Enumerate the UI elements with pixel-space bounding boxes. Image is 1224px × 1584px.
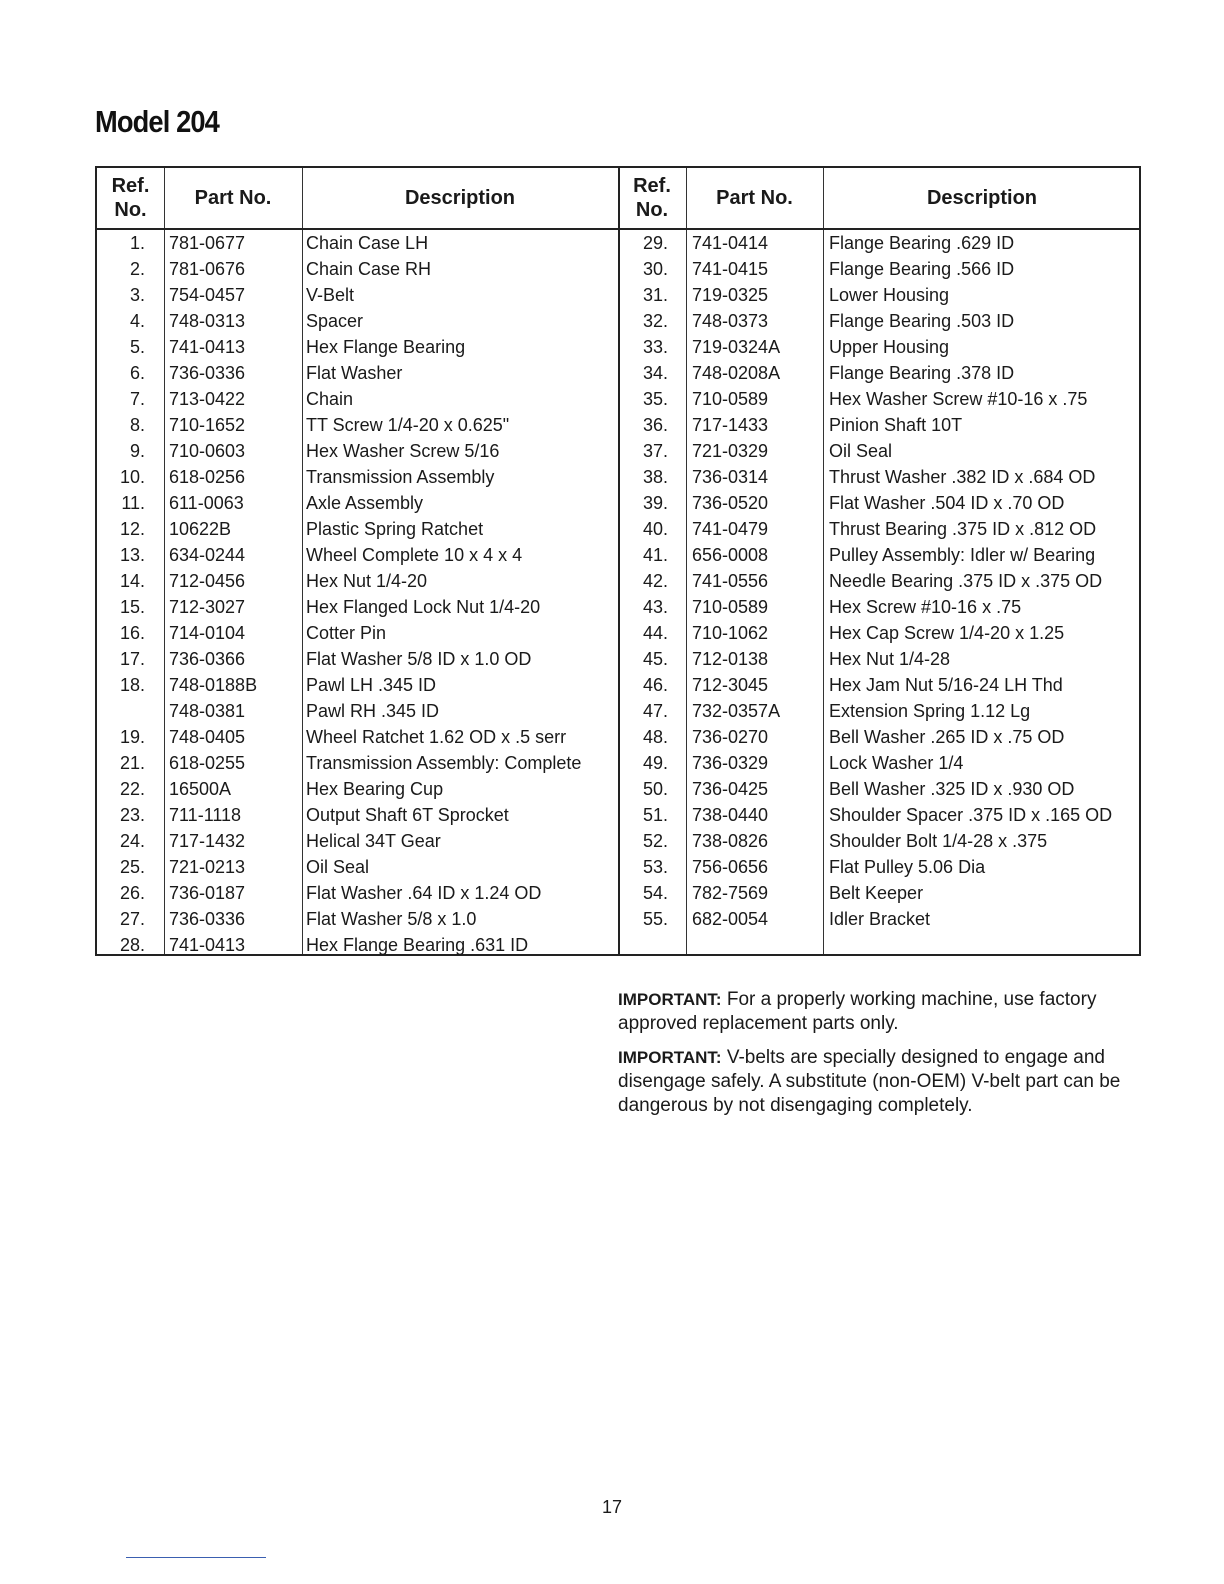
ref-number: 1. bbox=[129, 233, 145, 253]
table-row bbox=[620, 906, 1140, 932]
header-description: Description bbox=[404, 187, 516, 209]
part-description: Hex Nut 1/4-20 bbox=[306, 571, 428, 591]
table-row bbox=[97, 724, 617, 750]
part-number: 748-0405 bbox=[169, 727, 246, 747]
ref-number: 48. bbox=[642, 727, 668, 747]
ref-number: 34. bbox=[642, 363, 668, 383]
important-note bbox=[618, 988, 1134, 1036]
part-number: 738-0440 bbox=[692, 805, 769, 825]
part-description: Flat Pulley 5.06 Dia bbox=[829, 857, 986, 877]
part-description: Bell Washer .325 ID x .930 OD bbox=[829, 779, 1075, 799]
part-number: 618-0255 bbox=[169, 753, 246, 773]
ref-number: 23. bbox=[119, 805, 145, 825]
part-number: 634-0244 bbox=[169, 545, 246, 565]
part-description: Pulley Assembly: Idler w/ Bearing bbox=[829, 545, 1096, 565]
table-header bbox=[97, 168, 1139, 230]
table-row bbox=[97, 334, 617, 360]
ref-number: 42. bbox=[642, 571, 668, 591]
part-description: Belt Keeper bbox=[829, 883, 924, 903]
table-row bbox=[97, 516, 617, 542]
part-description: Flat Washer .504 ID x .70 OD bbox=[829, 493, 1065, 513]
table-row bbox=[97, 854, 617, 880]
ref-number: 32. bbox=[642, 311, 668, 331]
table-row bbox=[620, 386, 1140, 412]
part-number: 717-1433 bbox=[692, 415, 769, 435]
part-number: 719-0325 bbox=[692, 285, 769, 305]
table-row bbox=[97, 672, 617, 698]
part-description: Pinion Shaft 10T bbox=[829, 415, 963, 435]
table-row bbox=[97, 620, 617, 646]
part-number: 741-0413 bbox=[169, 935, 246, 955]
ref-number: 45. bbox=[642, 649, 668, 669]
part-number: 748-0373 bbox=[692, 311, 769, 331]
part-description: Hex Flange Bearing .631 ID bbox=[306, 935, 529, 955]
table-row bbox=[97, 282, 617, 308]
part-description: Hex Screw #10-16 x .75 bbox=[829, 597, 1022, 617]
part-number: 721-0329 bbox=[692, 441, 769, 461]
note-text: V-belts are specially designed to engage and disengage safely. A substitute (non-OEM) V-belt part can be dangerous by not disengaging completely. bbox=[618, 1047, 1121, 1116]
part-description: Chain bbox=[306, 389, 354, 409]
header-description: Description bbox=[926, 187, 1038, 209]
ref-number: 15. bbox=[119, 597, 145, 617]
note-label: IMPORTANT: bbox=[618, 990, 722, 1009]
table-row bbox=[620, 256, 1140, 282]
table-row bbox=[620, 334, 1140, 360]
note-text: For a properly working machine, use factory approved replacement parts only. bbox=[618, 989, 1097, 1034]
table-row bbox=[620, 724, 1140, 750]
ref-number: 29. bbox=[642, 233, 668, 253]
part-number: 721-0213 bbox=[169, 857, 246, 877]
ref-number: 37. bbox=[642, 441, 668, 461]
part-number: 16500A bbox=[169, 779, 232, 799]
table-row bbox=[620, 542, 1140, 568]
table-row bbox=[97, 360, 617, 386]
ref-number: 36. bbox=[642, 415, 668, 435]
ref-number: 51. bbox=[642, 805, 668, 825]
part-description: Wheel Complete 10 x 4 x 4 bbox=[306, 545, 523, 565]
important-note bbox=[618, 1046, 1134, 1118]
ref-number: 33. bbox=[642, 337, 668, 357]
table-row bbox=[97, 412, 617, 438]
table-row bbox=[97, 932, 617, 958]
part-number: 736-0270 bbox=[692, 727, 769, 747]
table-row bbox=[97, 698, 617, 724]
part-description: Oil Seal bbox=[829, 441, 893, 461]
part-number: 754-0457 bbox=[169, 285, 246, 305]
part-description: Lock Washer 1/4 bbox=[829, 753, 964, 773]
table-row bbox=[97, 464, 617, 490]
table-row bbox=[620, 802, 1140, 828]
footer-rule bbox=[126, 1557, 266, 1558]
table-row bbox=[97, 646, 617, 672]
ref-number: 38. bbox=[642, 467, 668, 487]
table-row bbox=[97, 490, 617, 516]
part-description: Flange Bearing .503 ID bbox=[829, 311, 1015, 331]
part-description: Helical 34T Gear bbox=[306, 831, 441, 851]
table-row bbox=[97, 256, 617, 282]
note-label: IMPORTANT: bbox=[618, 1048, 722, 1067]
part-description: Flange Bearing .378 ID bbox=[829, 363, 1015, 383]
ref-number: 24. bbox=[119, 831, 145, 851]
right-column bbox=[620, 230, 1140, 932]
ref-number: 52. bbox=[642, 831, 668, 851]
part-number: 618-0256 bbox=[169, 467, 246, 487]
ref-number: 54. bbox=[642, 883, 668, 903]
header-part-no: Part No. bbox=[716, 187, 793, 209]
part-number: 713-0422 bbox=[169, 389, 246, 409]
ref-number: 10. bbox=[119, 467, 145, 487]
part-description: Pawl RH .345 ID bbox=[306, 701, 440, 721]
part-description: Shoulder Spacer .375 ID x .165 OD bbox=[829, 805, 1113, 825]
ref-number: 30. bbox=[642, 259, 668, 279]
table-row bbox=[97, 308, 617, 334]
ref-number: 12. bbox=[119, 519, 145, 539]
table-row bbox=[620, 646, 1140, 672]
part-description: Hex Cap Screw 1/4-20 x 1.25 bbox=[829, 623, 1065, 643]
part-description: Needle Bearing .375 ID x .375 OD bbox=[829, 571, 1103, 591]
part-number: 710-0589 bbox=[692, 389, 769, 409]
table-row bbox=[97, 802, 617, 828]
table-row bbox=[620, 282, 1140, 308]
part-number: 736-0366 bbox=[169, 649, 246, 669]
part-number: 719-0324A bbox=[692, 337, 781, 357]
part-description: Shoulder Bolt 1/4-28 x .375 bbox=[829, 831, 1048, 851]
part-number: 710-0589 bbox=[692, 597, 769, 617]
ref-number: 28. bbox=[119, 935, 145, 955]
part-description: Transmission Assembly: Complete bbox=[306, 753, 582, 773]
ref-number: 25. bbox=[119, 857, 145, 877]
part-number: 748-0188B bbox=[169, 675, 258, 695]
table-row bbox=[620, 854, 1140, 880]
part-description: Wheel Ratchet 1.62 OD x .5 serr bbox=[306, 727, 567, 747]
ref-number: 22. bbox=[119, 779, 145, 799]
part-number: 712-3045 bbox=[692, 675, 769, 695]
table-row bbox=[620, 698, 1140, 724]
ref-number: 39. bbox=[642, 493, 668, 513]
part-number: 736-0336 bbox=[169, 363, 246, 383]
part-description: Idler Bracket bbox=[829, 909, 931, 929]
part-description: Flat Washer 5/8 ID x 1.0 OD bbox=[306, 649, 532, 669]
ref-number: 40. bbox=[642, 519, 668, 539]
part-description: Flange Bearing .566 ID bbox=[829, 259, 1015, 279]
part-description: Hex Bearing Cup bbox=[306, 779, 444, 799]
ref-number: 35. bbox=[642, 389, 668, 409]
part-number: 656-0008 bbox=[692, 545, 769, 565]
part-number: 741-0414 bbox=[692, 233, 769, 253]
ref-number: 44. bbox=[642, 623, 668, 643]
left-column bbox=[97, 230, 617, 958]
part-description: Axle Assembly bbox=[306, 493, 424, 513]
table-row bbox=[97, 776, 617, 802]
part-number: 781-0676 bbox=[169, 259, 246, 279]
part-description: Hex Washer Screw #10-16 x .75 bbox=[829, 389, 1088, 409]
ref-number: 46. bbox=[642, 675, 668, 695]
table-row bbox=[620, 464, 1140, 490]
part-number: 611-0063 bbox=[169, 493, 244, 513]
part-description: Lower Housing bbox=[829, 285, 950, 305]
ref-number: 43. bbox=[642, 597, 668, 617]
part-number: 741-0479 bbox=[692, 519, 769, 539]
ref-number: 21. bbox=[119, 753, 145, 773]
part-description: Pawl LH .345 ID bbox=[306, 675, 437, 695]
table-row bbox=[620, 438, 1140, 464]
part-description: Spacer bbox=[306, 311, 364, 331]
ref-number: 31. bbox=[642, 285, 668, 305]
part-number: 741-0415 bbox=[692, 259, 769, 279]
part-number: 710-1652 bbox=[169, 415, 246, 435]
ref-number: 7. bbox=[129, 389, 145, 409]
part-number: 736-0520 bbox=[692, 493, 769, 513]
part-description: Hex Flange Bearing bbox=[306, 337, 466, 357]
table-row bbox=[620, 776, 1140, 802]
ref-number: 2. bbox=[129, 259, 145, 279]
part-number: 732-0357A bbox=[692, 701, 781, 721]
part-number: 736-0425 bbox=[692, 779, 769, 799]
ref-number: 50. bbox=[642, 779, 668, 799]
ref-number: 49. bbox=[642, 753, 668, 773]
part-description: Hex Nut 1/4-28 bbox=[829, 649, 951, 669]
ref-number: 53. bbox=[642, 857, 668, 877]
notes bbox=[618, 988, 1134, 1128]
ref-number: 47. bbox=[642, 701, 668, 721]
page-title: Model 204 bbox=[95, 104, 219, 139]
part-number: 748-0208A bbox=[692, 363, 781, 383]
ref-number: 26. bbox=[119, 883, 145, 903]
table-row bbox=[97, 542, 617, 568]
ref-number: 18. bbox=[119, 675, 145, 695]
part-number: 10622B bbox=[169, 519, 232, 539]
table-row bbox=[97, 230, 617, 256]
part-number: 782-7569 bbox=[692, 883, 769, 903]
part-number: 717-1432 bbox=[169, 831, 246, 851]
table-row bbox=[620, 230, 1140, 256]
part-description: Output Shaft 6T Sprocket bbox=[306, 805, 509, 825]
ref-number: 5. bbox=[129, 337, 145, 357]
part-number: 738-0826 bbox=[692, 831, 769, 851]
part-description: Hex Flanged Lock Nut 1/4-20 bbox=[306, 597, 541, 617]
table-row bbox=[97, 386, 617, 412]
part-description: Oil Seal bbox=[306, 857, 370, 877]
part-description: Bell Washer .265 ID x .75 OD bbox=[829, 727, 1065, 747]
part-number: 710-1062 bbox=[692, 623, 769, 643]
part-number: 736-0329 bbox=[692, 753, 769, 773]
part-number: 682-0054 bbox=[692, 909, 769, 929]
ref-number: 16. bbox=[119, 623, 145, 643]
part-description: Upper Housing bbox=[829, 337, 950, 357]
ref-number: 8. bbox=[129, 415, 145, 435]
part-description: Hex Jam Nut 5/16-24 LH Thd bbox=[829, 675, 1063, 695]
part-number: 712-0456 bbox=[169, 571, 246, 591]
table-row bbox=[97, 568, 617, 594]
part-description: Thrust Washer .382 ID x .684 OD bbox=[829, 467, 1096, 487]
ref-number: 19. bbox=[119, 727, 145, 747]
part-description: Hex Washer Screw 5/16 bbox=[306, 441, 500, 461]
ref-number: 55. bbox=[642, 909, 668, 929]
part-description: Plastic Spring Ratchet bbox=[306, 519, 484, 539]
table-row bbox=[620, 828, 1140, 854]
part-number: 736-0187 bbox=[169, 883, 246, 903]
ref-number: 14. bbox=[119, 571, 145, 591]
part-number: 736-0336 bbox=[169, 909, 246, 929]
table-row bbox=[620, 672, 1140, 698]
part-number: 741-0413 bbox=[169, 337, 246, 357]
part-description: Flat Washer 5/8 x 1.0 bbox=[306, 909, 477, 929]
table-row bbox=[620, 412, 1140, 438]
part-number: 736-0314 bbox=[692, 467, 769, 487]
table-row bbox=[620, 594, 1140, 620]
part-description: Flat Washer .64 ID x 1.24 OD bbox=[306, 883, 542, 903]
table-body bbox=[97, 230, 1139, 954]
part-description: Thrust Bearing .375 ID x .812 OD bbox=[829, 519, 1097, 539]
part-description: Flat Washer bbox=[306, 363, 403, 383]
table-row bbox=[97, 594, 617, 620]
part-number: 711-1118 bbox=[169, 805, 242, 825]
ref-number: 17. bbox=[119, 649, 145, 669]
part-number: 710-0603 bbox=[169, 441, 246, 461]
ref-number: 9. bbox=[129, 441, 145, 461]
part-description: Flange Bearing .629 ID bbox=[829, 233, 1015, 253]
table-row bbox=[97, 828, 617, 854]
part-number: 712-3027 bbox=[169, 597, 246, 617]
page-number: 17 bbox=[601, 1497, 623, 1517]
table-row bbox=[97, 880, 617, 906]
part-description: Chain Case LH bbox=[306, 233, 429, 253]
ref-number: 41. bbox=[642, 545, 668, 565]
table-row bbox=[97, 750, 617, 776]
part-number: 712-0138 bbox=[692, 649, 769, 669]
table-row bbox=[620, 880, 1140, 906]
part-number: 741-0556 bbox=[692, 571, 769, 591]
part-number: 748-0313 bbox=[169, 311, 246, 331]
header-ref: Ref. No. bbox=[633, 175, 671, 221]
part-description: Extension Spring 1.12 Lg bbox=[829, 701, 1031, 721]
table-row bbox=[620, 516, 1140, 542]
parts-table bbox=[95, 166, 1141, 956]
part-description: V-Belt bbox=[306, 285, 355, 305]
table-row bbox=[620, 620, 1140, 646]
header-ref: Ref. No. bbox=[111, 175, 150, 221]
table-row bbox=[620, 308, 1140, 334]
ref-number: 27. bbox=[119, 909, 145, 929]
ref-number: 11. bbox=[121, 493, 145, 513]
part-number: 714-0104 bbox=[169, 623, 246, 643]
table-row bbox=[620, 750, 1140, 776]
ref-number: 13. bbox=[119, 545, 145, 565]
part-number: 756-0656 bbox=[692, 857, 769, 877]
ref-number: 4. bbox=[129, 311, 145, 331]
table-row bbox=[620, 360, 1140, 386]
table-row bbox=[620, 568, 1140, 594]
part-description: Cotter Pin bbox=[306, 623, 387, 643]
part-number: 748-0381 bbox=[169, 701, 246, 721]
ref-number: 3. bbox=[129, 285, 145, 305]
table-row bbox=[97, 906, 617, 932]
part-number: 781-0677 bbox=[169, 233, 246, 253]
part-description: Chain Case RH bbox=[306, 259, 432, 279]
ref-number: 6. bbox=[129, 363, 145, 383]
table-row bbox=[97, 438, 617, 464]
table-row bbox=[620, 490, 1140, 516]
part-description: Transmission Assembly bbox=[306, 467, 495, 487]
part-description: TT Screw 1/4-20 x 0.625" bbox=[306, 415, 510, 435]
header-part-no: Part No. bbox=[194, 187, 272, 209]
